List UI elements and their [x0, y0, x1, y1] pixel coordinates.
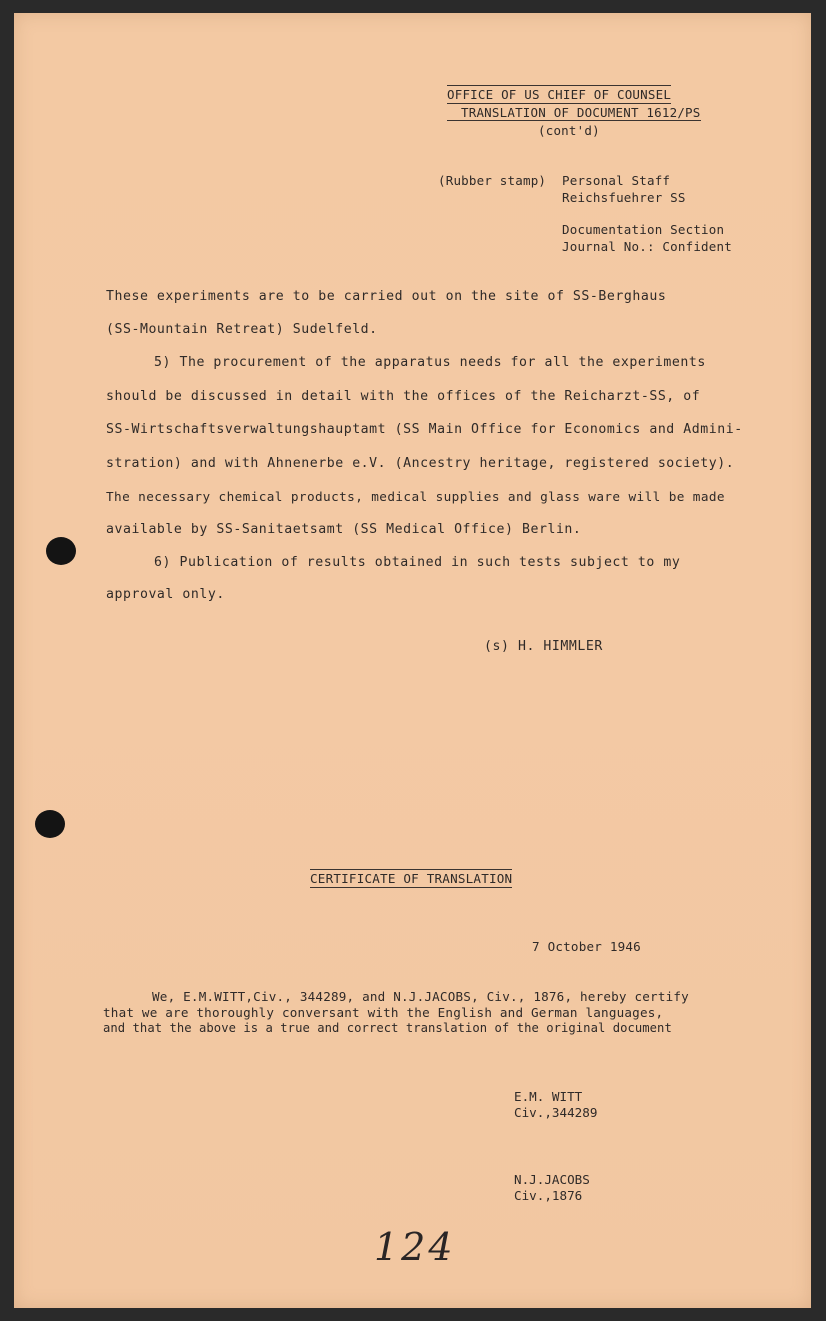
- body-line-7: The necessary chemical products, medical supplies and glass ware will be made: [106, 489, 725, 504]
- body-line-6: stration) and with Ahnenerbe e.V. (Ancestry heritage, registered society).: [106, 456, 735, 471]
- body-line-5: SS-Wirtschaftsverwaltungshauptamt (SS Main Office for Economics and Admini-: [106, 422, 743, 437]
- handwritten-page-number: 124: [374, 1225, 456, 1269]
- signer-2-name: N.J.JACOBS: [514, 1172, 590, 1187]
- stamp-line-1: Personal Staff: [562, 173, 671, 188]
- office-heading: OFFICE OF US CHIEF OF COUNSEL: [447, 87, 672, 102]
- rubber-stamp-label: (Rubber stamp): [438, 173, 547, 188]
- certificate-line-1: We, E.M.WITT,Civ., 344289, and N.J.JACOBS, Civ., 1876, hereby certify: [152, 989, 689, 1004]
- signature-himmler: (s) H. HIMMLER: [484, 639, 603, 654]
- certificate-title: CERTIFICATE OF TRANSLATION: [310, 871, 513, 886]
- signer-1-id: Civ.,344289: [514, 1105, 598, 1120]
- translation-heading: TRANSLATION OF DOCUMENT 1612/PS: [447, 105, 701, 121]
- body-line-2: (SS-Mountain Retreat) Sudelfeld.: [106, 322, 378, 337]
- certificate-line-3: and that the above is a true and correct translation of the original document: [103, 1021, 672, 1035]
- stamp-line-2: Reichsfuehrer SS: [562, 190, 686, 205]
- document-page: [14, 13, 811, 1308]
- signer-2-id: Civ.,1876: [514, 1188, 583, 1203]
- stamp-line-4: Journal No.: Confident: [562, 239, 732, 254]
- punch-hole-bottom: [35, 810, 65, 838]
- body-line-4: should be discussed in detail with the offices of the Reicharzt-SS, of: [106, 389, 701, 404]
- contd-label: (cont'd): [538, 123, 600, 138]
- stamp-line-3: Documentation Section: [562, 222, 725, 237]
- certificate-line-2: that we are thoroughly conversant with the English and German languages,: [103, 1005, 664, 1020]
- signer-1-name: E.M. WITT: [514, 1089, 583, 1104]
- body-line-8: available by SS-Sanitaetsamt (SS Medical Office) Berlin.: [106, 522, 582, 537]
- body-line-10: approval only.: [106, 587, 225, 602]
- punch-hole-top: [46, 537, 76, 565]
- body-line-3: 5) The procurement of the apparatus needs for all the experiments: [154, 355, 706, 370]
- certificate-date: 7 October 1946: [532, 939, 641, 954]
- body-line-9: 6) Publication of results obtained in such tests subject to my: [154, 555, 681, 570]
- body-line-1: These experiments are to be carried out on the site of SS-Berghaus: [106, 289, 667, 304]
